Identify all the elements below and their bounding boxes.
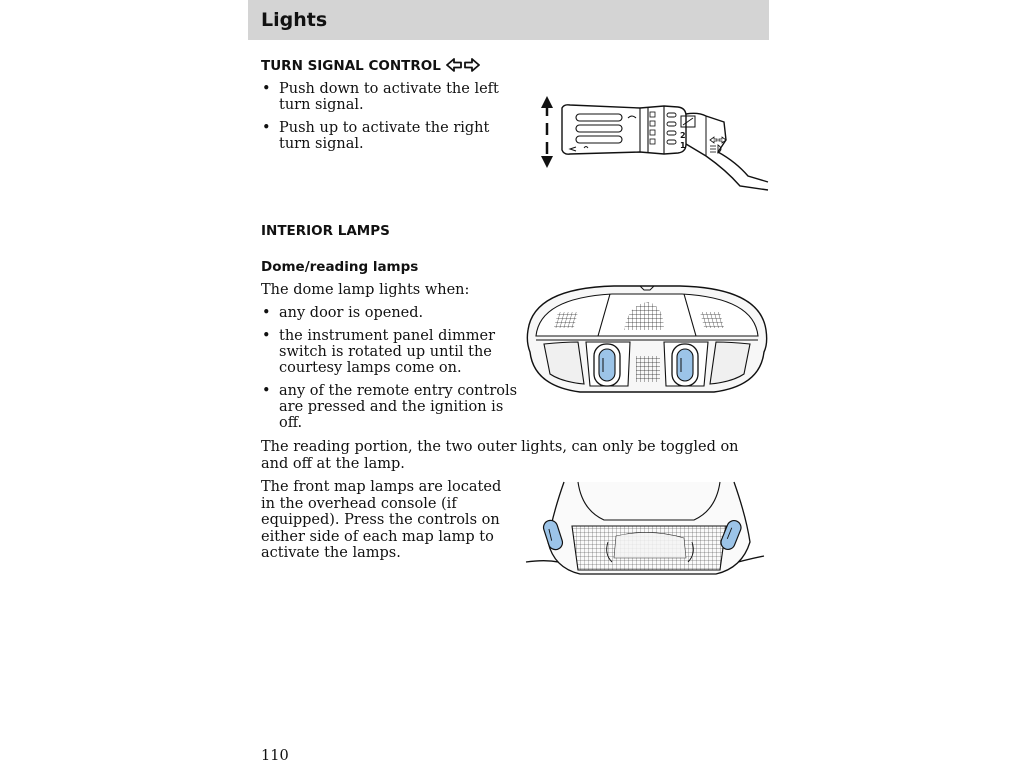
reading-portion-text: The reading portion, the two outer lights, can only be toggled on and off at the lamp. [261, 439, 739, 472]
list-item: • any door is opened. [262, 305, 424, 321]
dome-lamp-illustration [524, 282, 770, 398]
chapter-title: Lights [261, 9, 328, 31]
stalk-label-1: 1 [680, 141, 686, 150]
dome-lamps-subheading: Dome/reading lamps [261, 259, 419, 275]
turn-indicator-icon [710, 137, 726, 143]
chapter-header [248, 0, 769, 40]
dome-conditions-list [261, 305, 523, 438]
turn-signal-heading-text: TURN SIGNAL CONTROL [261, 58, 441, 74]
list-item: • the instrument panel dimmer switch is rotated up until the courtesy lamps come on. [262, 328, 495, 376]
stalk-label-2: 2 [680, 131, 686, 140]
turn-signal-list [261, 81, 523, 159]
dome-intro-text: The dome lamp lights when: [261, 282, 470, 298]
turn-signal-stalk-illustration [536, 92, 772, 192]
list-item: • any of the remote entry controls are pressed and the ignition is off. [262, 383, 518, 431]
list-item: • Push down to activate the left turn signal. [262, 81, 499, 113]
page-number: 110 [261, 748, 289, 764]
turn-arrows-icon [446, 57, 480, 77]
map-lamps-text: The front map lamps are located in the overhead console (if equipped). Press the controls on either side of each map lamp to activate the lamps. [261, 479, 502, 561]
interior-lamps-heading: INTERIOR LAMPS [261, 223, 390, 239]
turn-signal-heading [261, 57, 480, 77]
list-item: • Push up to activate the right turn signal. [262, 120, 490, 152]
up-down-arrow-icon [541, 96, 553, 168]
map-lamp-illustration [524, 480, 770, 580]
